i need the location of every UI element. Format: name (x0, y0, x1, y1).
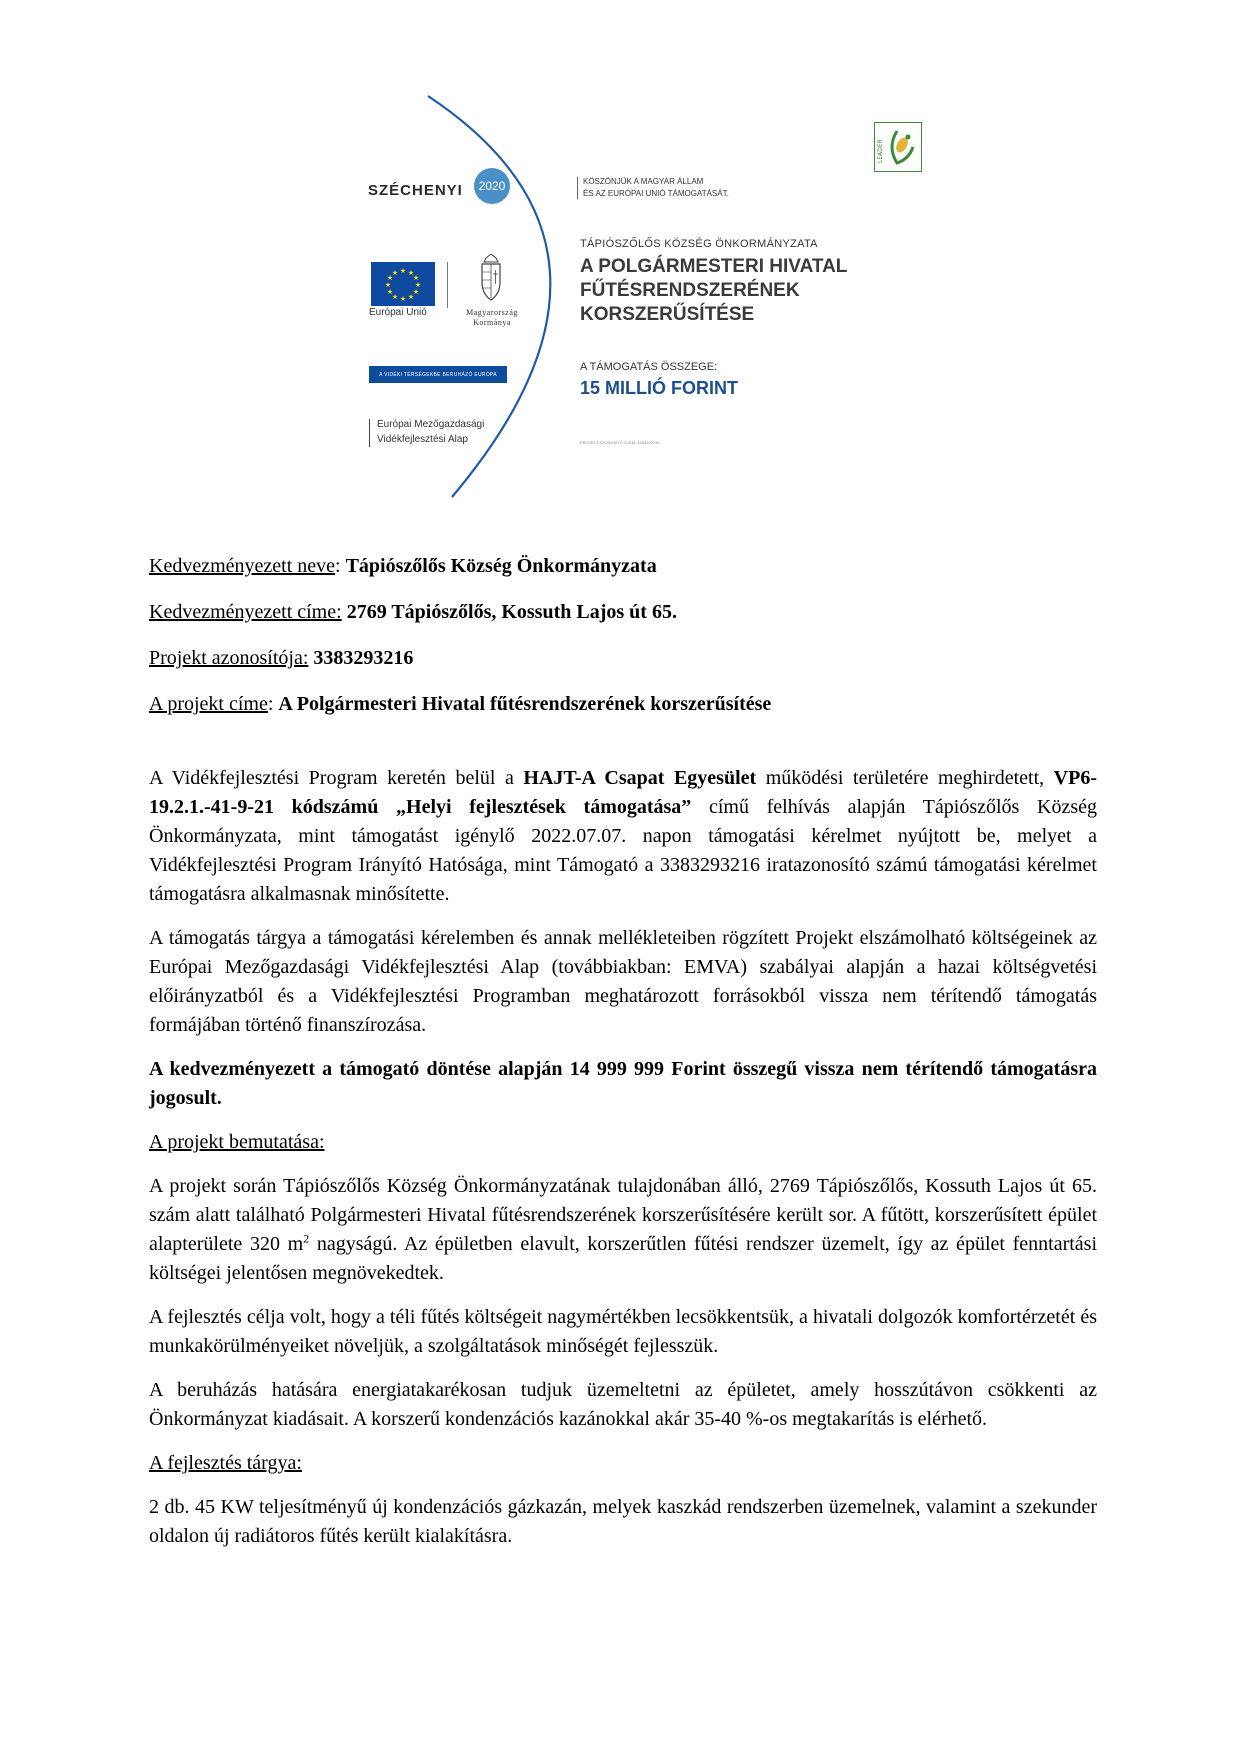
eu-label: Európai Unió (369, 307, 427, 318)
szechenyi-wordmark: SZÉCHENYI (368, 182, 463, 199)
document-body (149, 552, 1097, 1566)
eu-flag-icon (371, 262, 435, 306)
thanks-line-2: ÉS AZ EURÓPAI UNIÓ TÁMOGATÁSÁT. (583, 189, 729, 198)
hu-label-line-2: Kormánya (473, 318, 511, 327)
svg-text:★: ★ (399, 267, 407, 275)
eafrd-label-line-2: Vidékfejlesztési Alap (377, 434, 468, 445)
section-heading-subject: A fejlesztés tárgya: (149, 1452, 302, 1474)
banner-project-title-line-2: FŰTÉSRENDSZERÉNEK (580, 280, 800, 301)
paragraph-program-context: A Vidékfejlesztési Program keretén belül a HAJT-A Csapat Egyesület működési területére meghirdetett, VP6-19.2.1.-41-9-21 kódszámú „Helyi fejlesztések támogatása” című felhívás alapján Tápiószőlős Község Önkormányzata, mint támogatást igénylő 2022.07.07. napon támogatási kérelmet nyújtott be, melyet a Vidékfejlesztési Program Irányító Hatósága, mint Támogató a 3383293216 iratazonosító számú támogatási kérelmet támogatásra alkalmasnak minősítette. (149, 767, 1097, 905)
field-value: 2769 Tápiószőlős, Kossuth Lajos út 65. (346, 601, 677, 623)
thanks-divider (577, 177, 578, 199)
eafrd-divider (369, 419, 370, 447)
field-value: 3383293216 (313, 647, 414, 669)
szechenyi-2020-badge: 2020 (474, 168, 510, 204)
field-label: Kedvezményezett címe: (149, 601, 342, 623)
paragraph-subject: A támogatás tárgya a támogatási kérelemben és annak mellékleteiben rögzített Projekt elszámolható költségeinek az Európai Mezőgazdasági Vidékfejlesztési Alap (továbbiakban: EMVA) szabályai alapján a hazai költségvetési előirányzatból és a Vidékfejlesztési Programban meghatározott forrásokból vissza nem térítendő támogatás formájában történő finanszírozása. (149, 927, 1097, 1036)
field-separator: : (267, 693, 279, 715)
svg-text:★: ★ (386, 274, 394, 282)
eafrd-label-line-1: Európai Mezőgazdasági (377, 419, 485, 430)
project-banner (0, 0, 1240, 520)
project-owner: TÁPIÓSZŐLŐS KÖZSÉG ÖNKORMÁNYZATA (580, 238, 818, 250)
field-label: Projekt azonosítója: (149, 647, 309, 669)
hu-label-line-1: Magyarország (466, 308, 518, 317)
field-label: Kedvezményezett neve (149, 555, 336, 577)
field-value: A Polgármesteri Hivatal fűtésrendszerének korszerűsítése (278, 693, 772, 715)
association-name: HAJT-A Csapat Egyesület (523, 767, 757, 789)
field-value: Tápiószőlős Község Önkormányzata (345, 555, 657, 577)
field-project-id (149, 644, 1097, 673)
hungarian-coat-of-arms-icon (478, 254, 504, 307)
section-heading-presentation: A projekt bemutatása: (149, 1131, 325, 1153)
grant-amount-label: A TÁMOGATÁS ÖSSZEGE: (580, 361, 718, 373)
rural-europe-bar: A VIDÉKI TÉRSÉGEKBE BERUHÁZÓ EURÓPA (369, 366, 507, 383)
svg-text:★: ★ (412, 274, 420, 282)
svg-text:★: ★ (384, 281, 392, 289)
svg-text:★: ★ (391, 293, 399, 301)
paragraph-development-subject: 2 db. 45 KW teljesítményű új kondenzációs gázkazán, melyek kaszkád rendszerben üzemelnek, valamint a szekunder oldalon új radiátoros fűtés került kialakításra. (149, 1496, 1097, 1547)
field-beneficiary-address (149, 598, 1097, 627)
leader-logo-text: LEADER (877, 139, 884, 163)
svg-text:★: ★ (399, 295, 407, 303)
paragraph-impact: A beruházás hatására energiatakarékosan tudjuk üzemeltetni az épületet, amely hosszútávon csökkenti az Önkormányzat kiadásait. A korszerű kondenzációs kazánokkal akár 35-40 %-os megtakarítás is elérhető. (149, 1379, 1097, 1430)
svg-text:★: ★ (386, 288, 394, 296)
project-id-footnote: PROJEKT AZONOSÍTÓ SZÁM: 3383293216 (580, 440, 660, 445)
paragraph-project-description: A projekt során Tápiószőlős Község Önkormányzatának tulajdonában álló, 2769 Tápiószőlős, Kossuth Lajos út 65. szám alatt található Polgármesteri Hivatal fűtésrendszerének korszerűsítésére került sor. A fűtött, korszerűsített épület alapterülete 320 $m^2$ nagyságú. Az épületben elavult, korszerűtlen fűtési rendszer üzemelt, így az épület fenntartási költségei jelentősen megnövekedtek. (149, 1175, 1098, 1284)
beneficiary-fields (149, 552, 1097, 719)
call-code: VP6-19.2.1.-41-9-21 kódszámú „Helyi fejlesztések támogatása” (149, 767, 1097, 818)
field-project-title (149, 690, 1097, 719)
svg-text:★: ★ (407, 269, 415, 277)
paragraph-goal: A fejlesztés célja volt, hogy a téli fűtés költségeit nagymértékben lecsökkentsük, a hivatali dolgozók komfortérzetét és munkakörülményeiket növeljük, a szolgáltatások minőségét fejlesszük. (149, 1306, 1097, 1357)
thanks-line-1: KÖSZÖNJÜK A MAGYAR ÁLLAM (583, 177, 704, 186)
field-label: A projekt címe (149, 693, 268, 715)
paragraph-grant-amount: A kedvezményezett a támogató döntése alapján 14 999 999 Forint összegű vissza nem térítendő támogatásra jogosult. (149, 1058, 1097, 1109)
hungarian-government-label (452, 308, 532, 328)
svg-text:★: ★ (391, 269, 399, 277)
leader-logo-icon (874, 122, 922, 172)
field-separator: : (335, 555, 346, 577)
svg-text:★: ★ (412, 288, 420, 296)
logo-divider (447, 262, 448, 308)
superscript-2: 2 (303, 1231, 310, 1246)
field-beneficiary-name (149, 552, 1097, 581)
svg-text:★: ★ (407, 293, 415, 301)
svg-text:★: ★ (414, 281, 422, 289)
banner-project-title-line-1: A POLGÁRMESTERI HIVATAL (580, 256, 848, 277)
grant-amount: 15 MILLIÓ FORINT (580, 378, 739, 398)
banner-project-title-line-3: KORSZERŰSÍTÉSE (580, 304, 755, 325)
